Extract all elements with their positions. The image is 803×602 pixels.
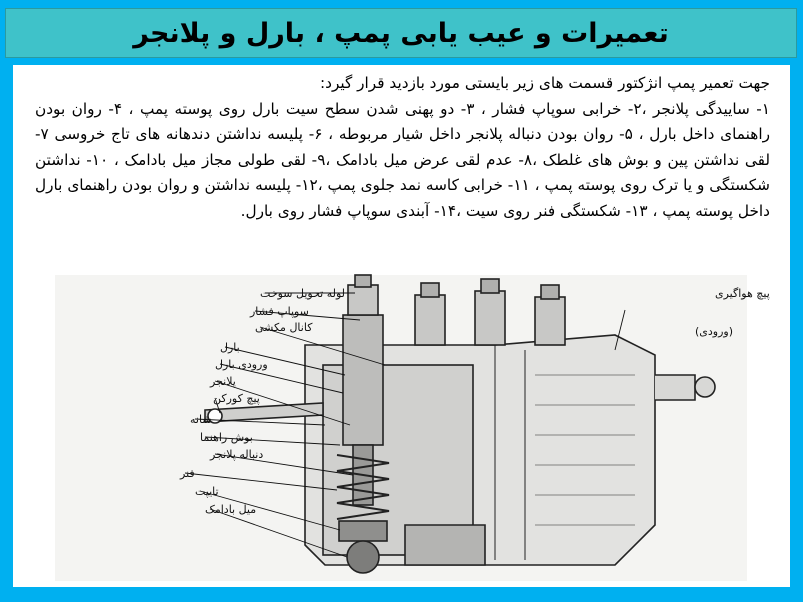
label-bleed-screw: پیچ هواگیری [715, 287, 770, 300]
diagram-label: شانه [190, 413, 212, 426]
diagram-label: دنباله پلانجر [210, 448, 264, 461]
slide-title: تعمیرات و عیب یابی پمپ ، بارل و پلانجر [133, 17, 669, 49]
diagram-label: بوش راهنما [200, 431, 253, 444]
diagram-label: لوله تحویل سوخت [260, 287, 346, 300]
inspection-list-paragraph: ۱- ساییدگی پلانجر ،۲- خرابی سوپاپ فشار ، ۳- دو پهنی شدن سطح سیت بارل روی پوسته پمپ ، ۴- روان بودن راهنمای داخل بارل ، ۵- روان بودن دنباله پلانجر داخل شیار مربوطه ، ۶- پلیسه نداشتن دندهانه های تاج خروسی ۷- لقی نداشتن پین و بوش های غلطک ،۸- عدم لقی عرض میل بادامک ،۹- لقی طولی مجاز میل بادامک ، ۱۰- نداشتن شکستگی و یا ترک روی پوسته پمپ ، ۱۱- خرابی کاسه نمد جلوی پمپ ،۱۲- پلیسه نداشتن و روان بودن راهنمای بارل داخل پوسته پمپ ، ۱۳- شکستگی فنر روی سیت ،۱۴- آبندی سوپاپ فشار روی بارل. [35, 99, 771, 220]
diagram-label: پیچ کورکن [213, 392, 260, 405]
body-text [35, 71, 770, 225]
diagram-label: کانال مکشی [255, 321, 313, 334]
diagram-label: تایپت [195, 485, 219, 498]
diagram-label: پلانجر [210, 375, 236, 388]
diagram-label: فنر [180, 467, 195, 480]
content-area [13, 65, 790, 587]
diagram-label: سوپاپ فشار [250, 305, 309, 318]
title-bar [5, 8, 797, 58]
diagram-label: ورودی بارل [215, 358, 268, 371]
intro-paragraph: جهت تعمیر پمپ انژکتور قسمت های زیر بایستی مورد بازدید قرار گیرد: [320, 74, 770, 92]
label-inlet: (ورودی) [695, 325, 734, 338]
diagram-label: بارل [220, 341, 240, 354]
diagram-label: میل بادامک [205, 503, 257, 516]
injection-pump-diagram [55, 275, 770, 581]
